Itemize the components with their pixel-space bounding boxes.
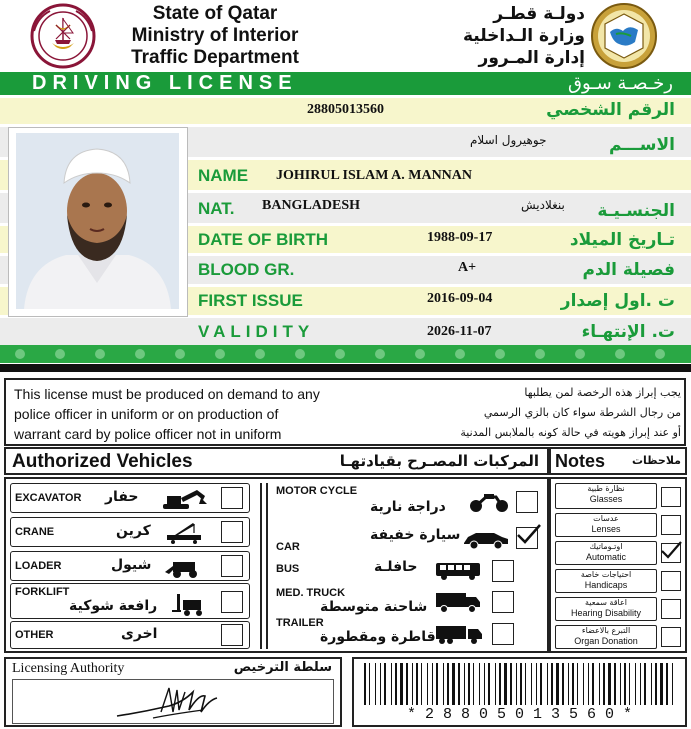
checkbox-other[interactable] xyxy=(221,624,243,646)
vehicle-ar-other: اخرى xyxy=(121,626,158,642)
authorized-title-en: Authorized Vehicles xyxy=(12,451,193,472)
note-en-hearing: Hearing Disability xyxy=(570,608,642,618)
header-ar-line-1: دولـة قطـر xyxy=(493,4,585,24)
vehicle-ar-car: سيارة خفيفة xyxy=(370,527,461,543)
motorcycle-icon xyxy=(468,489,510,513)
note-ar-glasses: نظارة طبية xyxy=(587,484,625,493)
barcode-box xyxy=(352,657,687,727)
notice-english xyxy=(14,384,374,444)
vehicle-ar-bus: حافلـة xyxy=(374,559,418,575)
vehicle-ar-loader: شيول xyxy=(111,557,152,573)
validity-row xyxy=(0,318,691,346)
vehicle-en-loader: LOADER xyxy=(15,560,62,572)
name-ar-label: الاســـم xyxy=(609,135,675,155)
license-title-ar: رخـصـة سـوق xyxy=(568,73,673,94)
vehicle-en-crane: CRANE xyxy=(15,526,55,538)
notes-column xyxy=(549,477,687,653)
first-issue-label-ar: ت .اول إصدار xyxy=(560,291,675,311)
card-separator xyxy=(0,364,691,372)
signature-area xyxy=(12,679,334,724)
checkbox-handicaps[interactable] xyxy=(661,571,681,591)
validity-label: VALIDITY xyxy=(198,322,315,341)
checkbox-forklift[interactable] xyxy=(221,591,243,613)
gcc-emblem-icon xyxy=(583,2,665,70)
vehicles-grid xyxy=(4,477,549,653)
barcode-text: * 2 8 8 0 5 0 1 3 5 6 0 * xyxy=(406,706,633,723)
name-value: JOHIRUL ISLAM A. MANNAN xyxy=(276,168,473,183)
checkbox-bus[interactable] xyxy=(492,560,514,582)
vehicle-ar-crane: كرين xyxy=(116,523,151,539)
vehicle-cell-forklift xyxy=(10,583,250,619)
header-ar-line-3: إدارة المـرور xyxy=(478,48,585,68)
licensing-authority-box xyxy=(4,657,342,727)
blood-label-ar: فصيلة الدم xyxy=(582,260,675,280)
checkmark-icon xyxy=(515,524,541,546)
note-ar-lenses: عدسات xyxy=(593,514,619,523)
nationality-label: NAT. xyxy=(198,199,235,218)
checkbox-motorcycle[interactable] xyxy=(516,491,538,513)
note-ar-organ: التبرع بالاعضاء xyxy=(581,626,631,635)
excavator-icon xyxy=(159,488,209,510)
note-cell-lenses xyxy=(555,513,657,537)
notice-en-line-2: police officer in uniform or on production of xyxy=(14,406,279,422)
vehicle-en-forklift: FORKLIFT xyxy=(15,586,70,598)
note-en-organ: Organ Donation xyxy=(574,636,638,646)
checkbox-automatic[interactable] xyxy=(661,543,681,563)
notice-en-line-1: This license must be produced on demand to any xyxy=(14,386,320,402)
nationality-value: BANGLADESH xyxy=(262,198,361,213)
dob-label: DATE OF BIRTH xyxy=(198,230,329,249)
checkbox-trailer[interactable] xyxy=(492,623,514,645)
authorized-vehicles-header xyxy=(4,447,549,475)
vehicle-en-bus: BUS xyxy=(276,563,300,575)
vehicle-cell-motorcycle xyxy=(272,481,542,521)
personal-number-value: 28805013560 xyxy=(307,102,384,117)
blood-label: BLOOD GR. xyxy=(198,260,295,279)
vehicle-ar-med-truck: شاحنة متوسطة xyxy=(320,599,428,615)
note-cell-handicaps xyxy=(555,569,657,593)
license-title-band xyxy=(0,72,691,95)
car-icon xyxy=(462,529,510,549)
note-en-glasses: Glasses xyxy=(589,494,623,504)
blood-value: A+ xyxy=(458,260,477,275)
decorative-band xyxy=(0,345,691,363)
truck-icon xyxy=(434,591,482,613)
license-title-en: DRIVING LICENSE xyxy=(32,72,298,94)
vehicle-en-car: CAR xyxy=(276,541,300,553)
notice-ar-line-2: من رجال الشرطة سواء كان بالزي الرسمي xyxy=(483,406,681,419)
validity-label-ar: ت. الإنتهـاء xyxy=(581,322,675,342)
authorized-title-ar: المركبات المصـرح بقيادتهـا xyxy=(339,452,539,470)
header-en-line-3: Traffic Department xyxy=(131,47,299,68)
personal-number-row xyxy=(0,98,691,124)
name-ar-value: جوهيرول اسلام xyxy=(470,133,547,147)
forklift-icon xyxy=(171,592,211,616)
header-english xyxy=(110,3,320,69)
holder-photo xyxy=(16,133,179,309)
signature-icon xyxy=(113,682,223,722)
notice-ar-line-1: يجب إبراز هذه الرخصة لمن يطلبها xyxy=(524,386,681,399)
bus-icon xyxy=(434,561,482,581)
checkbox-loader[interactable] xyxy=(221,555,243,577)
crane-icon xyxy=(163,522,209,544)
header-ar-line-2: وزارة الـداخلية xyxy=(462,26,585,46)
vehicle-en-motorcycle: MOTOR CYCLE xyxy=(276,485,358,497)
checkbox-glasses[interactable] xyxy=(661,487,681,507)
vehicle-en-trailer: TRAILER xyxy=(276,617,324,629)
vehicle-cell-excavator xyxy=(10,483,250,513)
note-en-lenses: Lenses xyxy=(591,524,621,534)
checkbox-car[interactable] xyxy=(516,527,538,549)
note-cell-automatic xyxy=(555,541,657,565)
vehicle-ar-forklift: رافعة شوكية xyxy=(69,598,158,614)
checkbox-med-truck[interactable] xyxy=(492,591,514,613)
checkbox-organ[interactable] xyxy=(661,627,681,647)
checkmark-icon xyxy=(660,541,682,561)
checkbox-hearing[interactable] xyxy=(661,599,681,619)
vehicle-cell-trailer xyxy=(272,617,542,651)
note-ar-hearing: اعاقة سمعية xyxy=(585,598,627,607)
header-arabic xyxy=(415,3,585,69)
notes-title-en: Notes xyxy=(555,451,606,471)
vehicle-cell-car xyxy=(272,523,542,555)
vehicle-ar-trailer: قاطرة ومقطورة xyxy=(320,629,436,645)
notes-title-ar: ملاحظات xyxy=(632,454,681,467)
licensing-label-ar: سلطة الترخيص xyxy=(233,660,332,675)
note-cell-glasses xyxy=(555,483,657,509)
vehicle-cell-bus xyxy=(272,557,542,587)
name-label: NAME xyxy=(198,166,249,185)
vehicle-cell-loader xyxy=(10,551,250,581)
nationality-label-ar: الجنسـيـة xyxy=(597,201,675,221)
vehicle-ar-motorcycle: دراجة نارية xyxy=(370,499,446,515)
vehicle-cell-med-truck xyxy=(272,585,542,617)
vehicle-en-med-truck: MED. TRUCK xyxy=(276,587,346,599)
notice-arabic xyxy=(371,383,681,443)
vehicle-en-excavator: EXCAVATOR xyxy=(15,492,82,504)
dob-value: 1988-09-17 xyxy=(427,230,493,245)
notes-header xyxy=(549,447,687,475)
holder-portrait-icon xyxy=(16,133,179,309)
personal-number-label: الرقم الشخصي xyxy=(546,100,675,120)
licensing-label-en: Licensing Authority xyxy=(12,661,125,676)
note-cell-hearing xyxy=(555,597,657,621)
nationality-value-ar: بنغلاديش xyxy=(521,198,565,212)
header-en-line-2: Ministry of Interior xyxy=(131,25,299,46)
notice-ar-line-3: أو عند إبراز هويته في حالة كونه بالملابس المدنية xyxy=(460,426,681,439)
grid-divider xyxy=(260,483,262,649)
notice-en-line-3: warrant card by police officer not in uniform xyxy=(14,426,282,442)
checkbox-lenses[interactable] xyxy=(661,515,681,535)
first-issue-label: FIRST ISSUE xyxy=(198,291,303,310)
checkbox-excavator[interactable] xyxy=(221,487,243,509)
note-cell-organ xyxy=(555,625,657,649)
note-ar-handicaps: احتياجات خاصة xyxy=(580,570,632,579)
note-ar-automatic: اوتـوماتيك xyxy=(589,542,623,551)
vehicle-cell-crane xyxy=(10,517,250,547)
validity-value: 2026-11-07 xyxy=(427,324,492,339)
grid-divider-2 xyxy=(266,483,268,649)
notice-box xyxy=(4,378,686,446)
header-en-line-1: State of Qatar xyxy=(152,3,278,24)
trailer-icon xyxy=(434,623,484,645)
checkbox-crane[interactable] xyxy=(221,521,243,543)
vehicle-ar-excavator: حفار xyxy=(105,489,139,505)
qatar-emblem-icon xyxy=(20,3,106,69)
vehicle-cell-other xyxy=(10,621,250,649)
loader-icon xyxy=(163,556,209,578)
barcode-icon xyxy=(362,663,680,705)
note-en-handicaps: Handicaps xyxy=(584,580,628,590)
vehicle-en-other: OTHER xyxy=(15,629,54,641)
dob-label-ar: تـاريخ الميلاد xyxy=(569,230,675,250)
note-en-automatic: Automatic xyxy=(585,552,627,562)
first-issue-value: 2016-09-04 xyxy=(427,291,493,306)
